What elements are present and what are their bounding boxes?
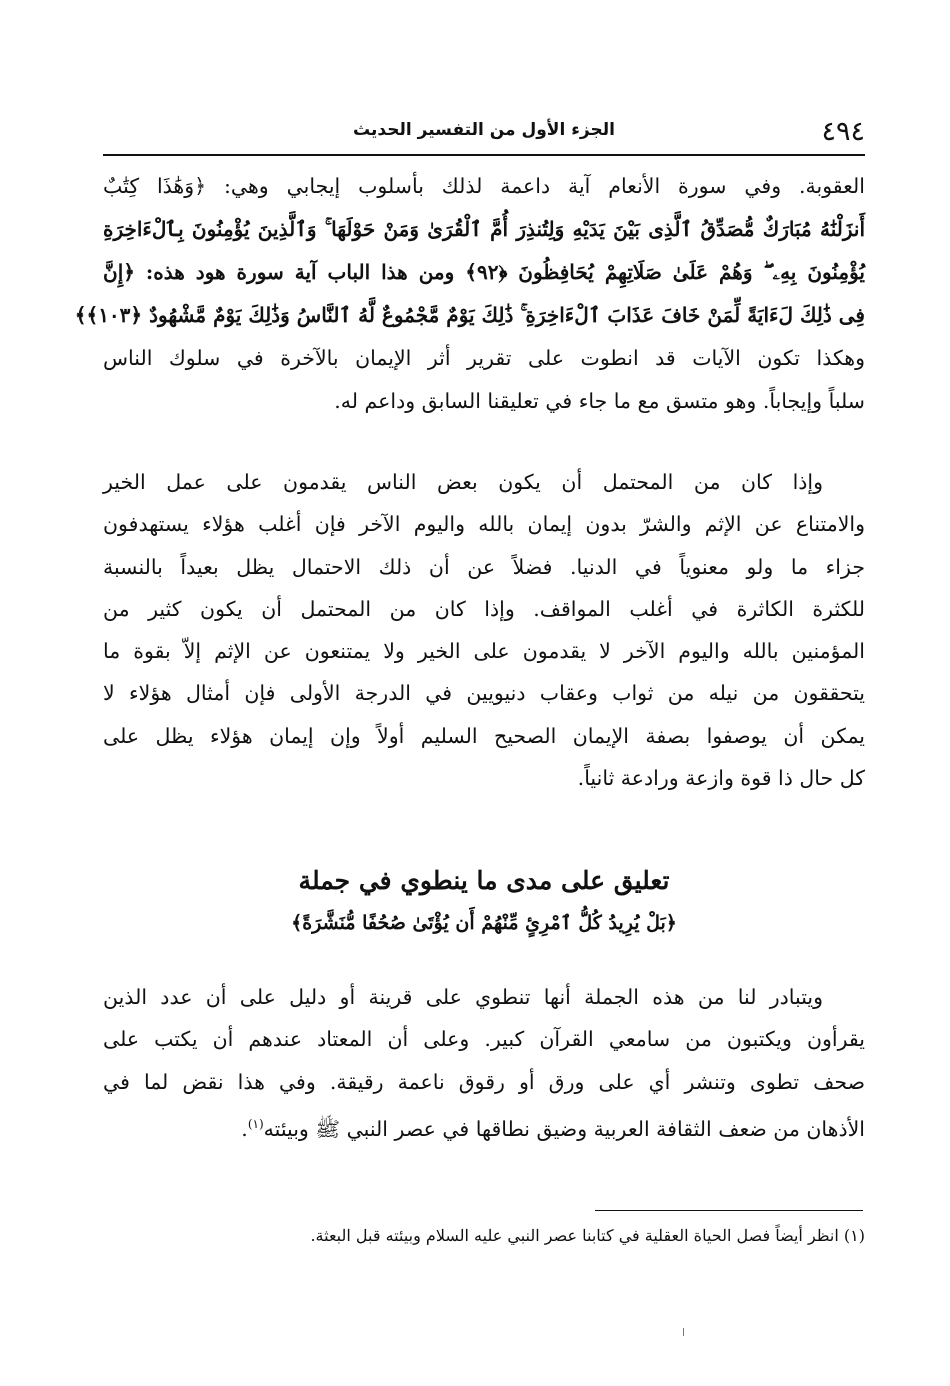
text-line-content: الأذهان من ضعف الثقافة العربية وضيق نطاقها في عصر النبي ﷺ وبيئته [263, 1116, 865, 1141]
footnote [103, 1226, 865, 1245]
quran-line: فِى ذَٰلِكَ لَءَايَةً لِّمَنْ خَافَ عَذَابَ ٱلْءَاخِرَةِ ۚ ذَٰلِكَ يَوْمٌ مَّجْمُوعٌ لَّهُ ٱلنَّاسُ وَذَٰلِكَ يَوْمٌ مَّشْهُودٌ ﴿١٠٣﴾﴾ [74, 303, 865, 327]
text-line: وإذا كان من المحتمل أن يكون بعض الناس يقدمون على عمل الخير [103, 470, 823, 494]
text-line: العقوبة. وفي سورة الأنعام آية داعمة لذلك بأسلوب إيجابي وهي: ﴿وَهَٰذَا كِتَٰبٌ [103, 174, 865, 198]
text-line: سلباً وإيجاباً. وهو متسق مع ما جاء في تعليقنا السابق وداعم له. [334, 389, 865, 413]
page-header [103, 110, 865, 156]
section-verse: ﴿بَلْ يُرِيدُ كُلُّ ٱمْرِئٍ مِّنْهُمْ أَن يُؤْتَىٰ صُحُفًا مُّنَشَّرَةً﴾ [291, 912, 677, 934]
text-line: والامتناع عن الإثم والشرّ بدون إيمان بالله واليوم الآخر فإن أغلب هؤلاء يستهدفون [103, 512, 865, 537]
text-line: للكثرة الكاثرة في أغلب المواقف. وإذا كان من المحتمل أن يكون كثير من [103, 596, 865, 621]
scan-speck [683, 1328, 684, 1336]
paragraph-2 [103, 461, 865, 799]
running-title: الجزء الأول من التفسير الحديث [353, 120, 615, 140]
footnote-marker: (١) [843, 1226, 865, 1245]
text-line [103, 1103, 865, 1150]
text-line: يقرأون ويكتبون من سامعي القرآن كبير. وعلى أن المعتاد عندهم أن يكتب على [103, 1027, 865, 1052]
text-line: كل حال ذا قوة وازعة ورادعة ثانياً. [577, 766, 865, 791]
paragraph-1 [74, 165, 865, 423]
footnote-reference[interactable]: (١) [247, 1116, 264, 1131]
section-title: تعليق على مدى ما ينطوي في جملة [298, 866, 670, 895]
quran-line: أَنزَلْنَٰهُ مُبَارَكٌ مُّصَدِّقُ ٱلَّذِى بَيْنَ يَدَيْهِ وَلِتُنذِرَ أُمَّ ٱلْقُرَىٰ وَمَنْ حَوْلَهَا ۚ وَٱلَّذِينَ يُؤْمِنُونَ بِٱلْءَاخِرَةِ [103, 217, 865, 241]
text-line: المؤمنين بالله واليوم الآخر لا يقدمون على الخير ولا يمتنعون عن الإثم إلاّ بقوة ما [103, 639, 865, 664]
text-line: يتحققون من نيله من ثواب وعقاب دنيويين في الدرجة الأولى فإن أمثال هؤلاء لا [103, 681, 865, 706]
text-line: وهكذا تكون الآيات قد انطوت على تقرير أثر الإيمان بالآخرة في سلوك الناس [103, 346, 865, 370]
text-line: صحف تطوى وتنشر أي على ورق أو رقوق ناعمة رقيقة. وفي هذا نقض لما في [103, 1069, 865, 1094]
paragraph-3 [103, 976, 865, 1150]
footnote-divider [595, 1210, 863, 1211]
quran-line: يُؤْمِنُونَ بِهِۦ ۖ وَهُمْ عَلَىٰ صَلَاتِهِمْ يُحَافِظُونَ ﴿٩٢﴾ ومن هذا الباب آية سورة هود هذه: ﴿إِنَّ [103, 260, 865, 284]
footnote-text: انظر أيضاً فصل الحياة العقلية في كتابنا عصر النبي عليه السلام وبيئته قبل البعثة. [310, 1226, 839, 1245]
text-line: ويتبادر لنا من هذه الجملة أنها تنطوي على قرينة أو دليل على أن عدد الذين [103, 985, 823, 1009]
text-line: يمكن أن يوصفوا بصفة الإيمان الصحيح السليم أولاً وإن إيمان هؤلاء يظل على [103, 723, 865, 748]
sentence-end: . [241, 1116, 248, 1141]
page-number: ٤٩٤ [821, 116, 865, 147]
text-line: جزاء ما ولو معنوياً في الدنيا. فضلاً عن أن ذلك الاحتمال يظل بعيداً بالنسبة [103, 554, 865, 579]
